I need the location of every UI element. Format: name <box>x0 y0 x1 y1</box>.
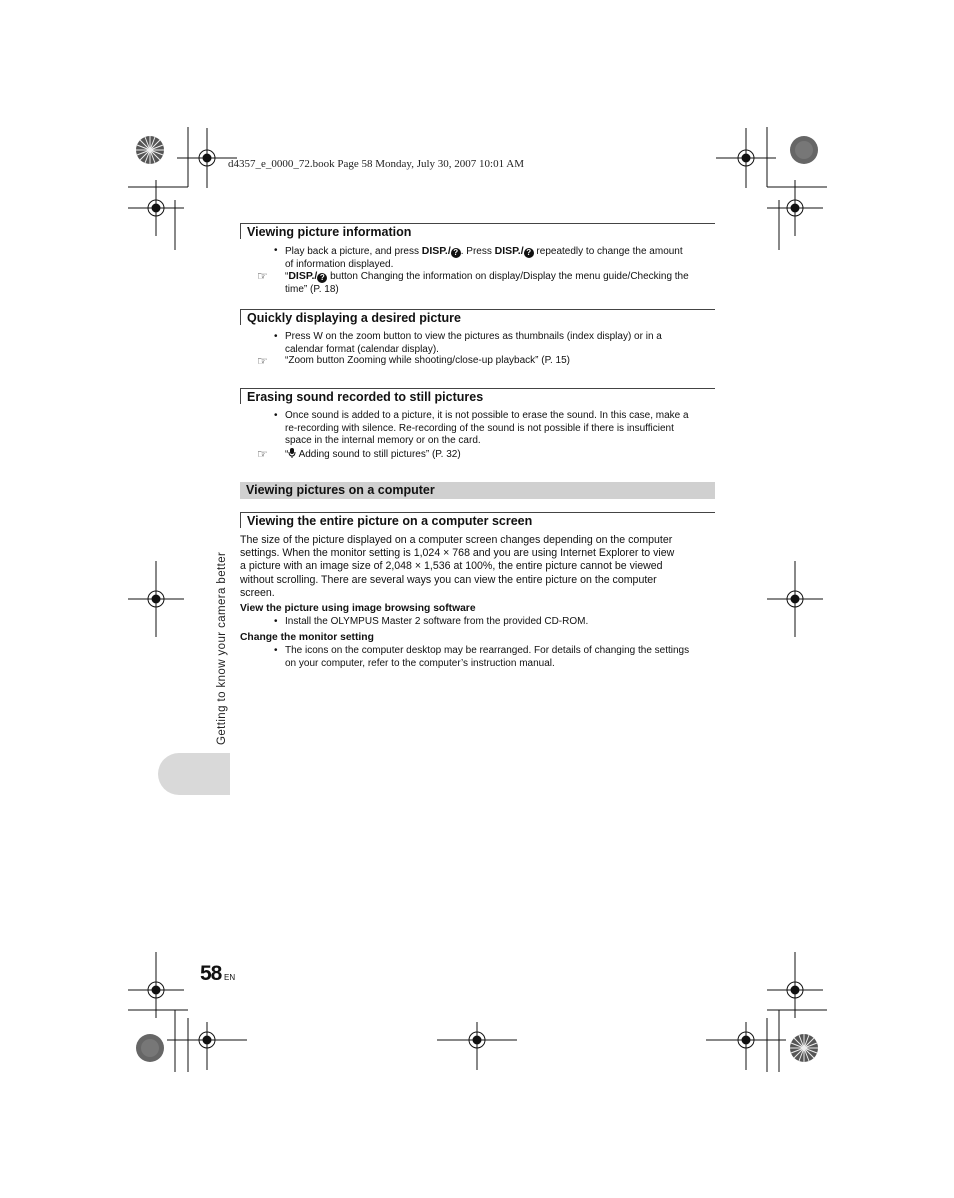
subheading-monitor-setting: Change the monitor setting <box>240 632 374 643</box>
bullet-marker: • <box>274 331 278 342</box>
reference-hand-icon: ☞ <box>257 269 268 283</box>
disp-button-label: DISP./ <box>421 245 451 257</box>
entire-body-text: The size of the picture displayed on a computer screen changes depending on the computer settings. When the monitor setting is 1,024 × 768 and you are using Internet Explorer to view a picture with an image size of 2,048 × 1,536 at 100%, the entire picture cannot be viewed without scrolling. There are several ways you can view the entire picture on the computer screen. <box>240 534 675 599</box>
help-icon: ? <box>317 273 327 283</box>
page-number: 58 <box>200 962 222 985</box>
reference-hand-icon: ☞ <box>257 447 268 461</box>
info-reference-text: “DISP./ ? button Changing the information on display/Display the menu guide/Checking the time” (P. 18) <box>285 270 689 295</box>
bullet-marker: • <box>274 245 278 256</box>
chapter-tab-label: Getting to know your camera better <box>216 551 228 745</box>
section-heading-quick: Quickly displaying a desired picture <box>240 309 715 325</box>
help-icon: ? <box>451 248 461 258</box>
chapter-tab <box>158 753 230 795</box>
bullet-marker: • <box>274 410 278 421</box>
erase-bullet-text: Once sound is added to a picture, it is not possible to erase the sound. In this case, make a re-recording with silence. Re-recording of the sound is not possible if there is insufficient space in the internal memory or on the card. <box>285 410 689 446</box>
subheading-browsing-software: View the picture using image browsing software <box>240 603 476 614</box>
bullet-marker: • <box>274 616 278 627</box>
monitor-bullet-text: The icons on the computer desktop may be rearranged. For details of changing the settings on your computer, refer to the computer’s instruction manual. <box>285 645 690 669</box>
disp-button-label: DISP./ <box>288 270 318 282</box>
quick-bullet-text: Press W on the zoom button to view the pictures as thumbnails (index display) or in a calendar format (calendar display). <box>285 331 662 355</box>
page-language: EN <box>224 973 236 982</box>
help-icon: ? <box>524 248 534 258</box>
reference-hand-icon: ☞ <box>257 354 268 368</box>
section-heading-entire: Viewing the entire picture on a computer screen <box>240 512 715 528</box>
section-heading-erase: Erasing sound recorded to still pictures <box>240 388 715 404</box>
print-file-info: d4357_e_0000_72.book Page 58 Monday, July 30, 2007 10:01 AM <box>228 158 524 170</box>
browsing-bullet-text: Install the OLYMPUS Master 2 software from the provided CD-ROM. <box>285 616 589 627</box>
erase-reference-text: “ Adding sound to still pictures” (P. 32) <box>285 449 461 460</box>
disp-button-label: DISP./ <box>494 245 524 257</box>
info-bullet-text: Play back a picture, and press DISP./ ? . Press DISP./ ? repeatedly to change the amount of information displayed. <box>285 245 683 270</box>
section-heading-info: Viewing picture information <box>240 223 715 239</box>
bullet-marker: • <box>274 645 278 656</box>
quick-reference-text: “Zoom button Zooming while shooting/close-up playback” (P. 15) <box>285 355 570 366</box>
section-heading-computer: Viewing pictures on a computer <box>240 482 715 499</box>
